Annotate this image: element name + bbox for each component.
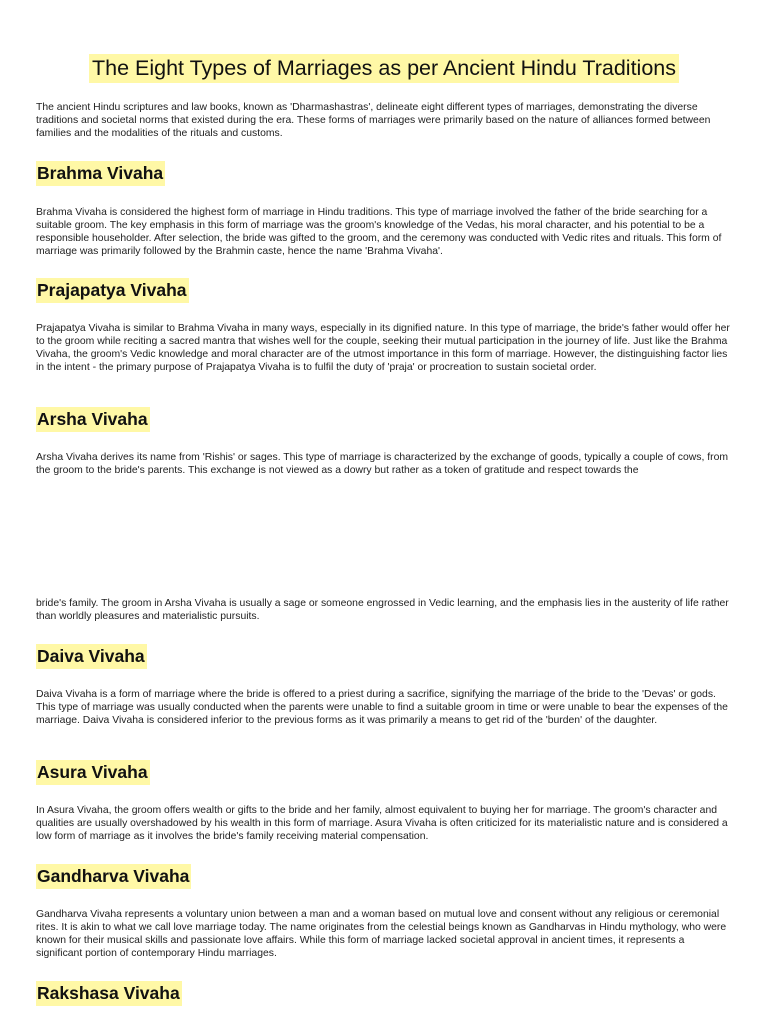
heading-prajapatya-vivaha-text: Prajapatya Vivaha (36, 278, 189, 303)
heading-gandharva-vivaha-text: Gandharva Vivaha (36, 864, 191, 889)
paragraph-daiva-vivaha: Daiva Vivaha is a form of marriage where the bride is offered to a priest during a sacrifice, signifying the marriage of the bride to the 'Devas' or gods. This type of marriage was usually conducted when the parents were unable to find a suitable groom in time or were unable to bear the expenses of the marriage. Daiva Vivaha is considered inferior to the previous forms as it was primarily a means to get rid of the 'burden' of the daughter. (36, 689, 728, 726)
heading-daiva-vivaha-text: Daiva Vivaha (36, 644, 147, 669)
intro-paragraph: The ancient Hindu scriptures and law books, known as 'Dharmashastras', delineate eight different types of marriages, demonstrating the diverse traditions and societal norms that existed during the era. These forms of marriages were primarily based on the nature of alliances formed between families and the modalities of the rituals and customs. (36, 102, 711, 139)
heading-brahma-vivaha-text: Brahma Vivaha (36, 161, 165, 186)
page-title (0, 54, 768, 83)
heading-daiva-vivaha (36, 644, 147, 669)
heading-arsha-vivaha-text: Arsha Vivaha (36, 407, 150, 432)
heading-brahma-vivaha (36, 161, 165, 186)
heading-arsha-vivaha (36, 407, 150, 432)
heading-asura-vivaha-text: Asura Vivaha (36, 760, 150, 785)
heading-rakshasa-vivaha (36, 981, 182, 1006)
paragraph-arsha-vivaha-continued: bride's family. The groom in Arsha Vivaha is usually a sage or someone engrossed in Vedic learning, and the emphasis lies in the austerity of life rather than worldly pleasures and materialistic pursuits. (36, 598, 729, 622)
paragraph-brahma-vivaha: Brahma Vivaha is considered the highest form of marriage in Hindu traditions. This type of marriage involved the father of the bride searching for a suitable groom. The key emphasis in this form of marriage was the groom's knowledge of the Vedas, his moral character, and his potential to be a responsible householder. After selection, the bride was gifted to the groom, and the ceremony was conducted with Vedic rites and rituals. This form of marriage was primarily followed by the Brahmin caste, hence the name 'Brahma Vivaha'. (36, 207, 722, 257)
heading-asura-vivaha (36, 760, 150, 785)
paragraph-asura-vivaha: In Asura Vivaha, the groom offers wealth or gifts to the bride and her family, almost equivalent to buying her for marriage. The groom's character and qualities are usually overshadowed by his wealth in this form of marriage. Asura Vivaha is often criticized for its materialistic nature and is considered a low form of marriage as it involves the bride's family receiving material compensation. (36, 805, 728, 842)
paragraph-gandharva-vivaha: Gandharva Vivaha represents a voluntary union between a man and a woman based on mutual love and consent without any religious or ceremonial rites. It is akin to what we call love marriage today. The name originates from the celestial beings known as Gandharvas in Hindu mythology, who were known for their musical skills and passionate love affairs. While this form of marriage lacked societal approval in ancient times, it represents a significant portion of contemporary Hindu marriages. (36, 909, 727, 959)
heading-gandharva-vivaha (36, 864, 191, 889)
heading-rakshasa-vivaha-text: Rakshasa Vivaha (36, 981, 182, 1006)
paragraph-arsha-vivaha: Arsha Vivaha derives its name from 'Rishis' or sages. This type of marriage is characterized by the exchange of goods, typically a couple of cows, from the groom to the bride's parents. This exchange is not viewed as a dowry but rather as a token of gratitude and respect towards the (36, 452, 728, 476)
page-title-text: The Eight Types of Marriages as per Ancient Hindu Traditions (89, 54, 679, 83)
paragraph-prajapatya-vivaha: Prajapatya Vivaha is similar to Brahma Vivaha in many ways, especially in its dignified nature. In this type of marriage, the bride's father would offer her to the groom while reciting a sacred mantra that wishes well for the couple, seeking their mutual participation in the journey of life. Just like the Brahma Vivaha, the groom's Vedic knowledge and moral character are of the utmost importance in this form of marriage. However, the distinguishing factor lies in the intent - the primary purpose of Prajapatya Vivaha is to fulfil the duty of 'praja' or procreation to sustain societal order. (36, 323, 730, 373)
heading-prajapatya-vivaha (36, 278, 189, 303)
